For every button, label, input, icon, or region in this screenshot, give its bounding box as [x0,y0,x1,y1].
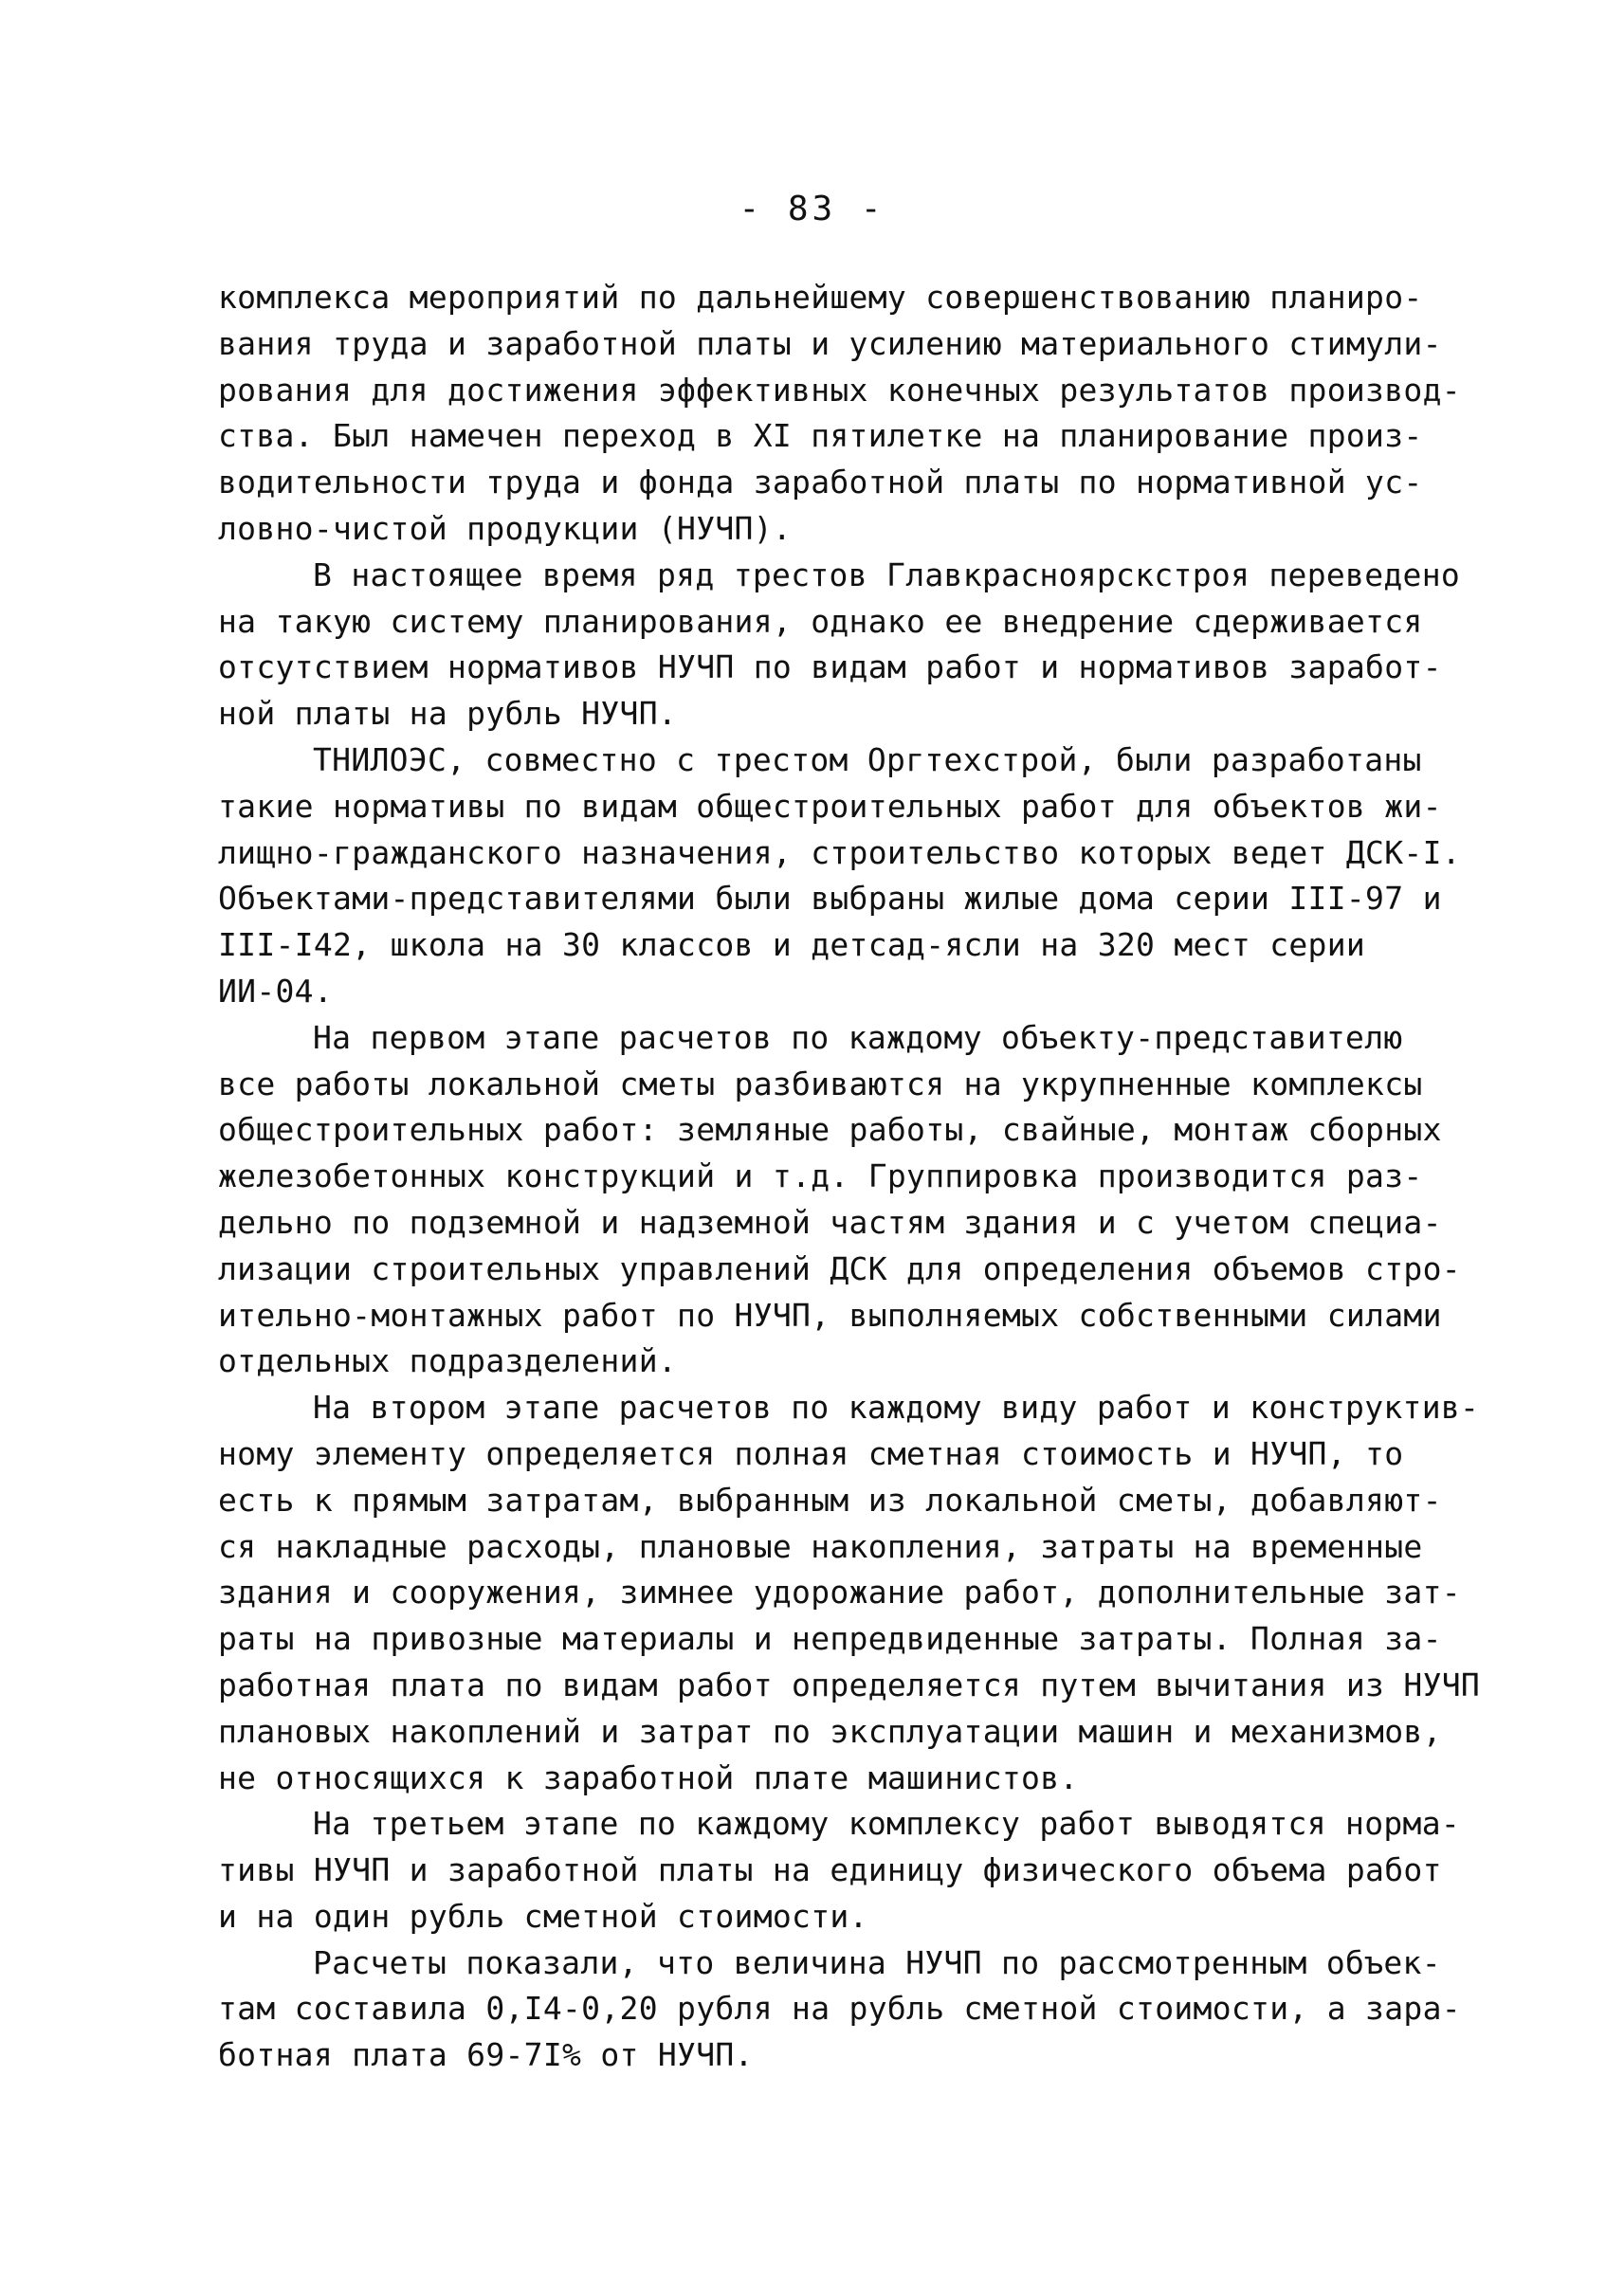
text-line: отдельных подразделений. [218,1342,678,1380]
text-line: ловно-чистой продукции (НУЧП). [218,509,793,547]
text-line: Объектами-представителями были выбраны жилые дома серии III-97 и [218,880,1442,918]
text-line: все работы локальной сметы разбиваются на укрупненные комплексы [218,1065,1423,1102]
text-line: есть к прямым затратам, выбранным из локальной сметы, добавляют- [218,1481,1442,1519]
paragraph-start-line: На втором этапе расчетов по каждому виду работ и конструктив- [313,1389,1480,1427]
text-line: на такую систему планирования, однако ее внедрение сдерживается [218,602,1423,640]
text-line: раты на привозные материалы и непредвиденные затраты. Полная за- [218,1620,1442,1658]
text-line: ному элементу определяется полная сметная стоимость и НУЧП, то [218,1434,1404,1472]
text-line: отсутствием нормативов НУЧП по видам работ и нормативов заработ- [218,648,1442,686]
text-line: там составила 0,I4-0,20 рубля на рубль сметной стоимости, а зара- [218,1990,1461,2028]
text-line: тивы НУЧП и заработной платы на единицу физического объема работ [218,1851,1442,1889]
text-line: плановых накоплений и затрат по эксплуатации машин и механизмов, [218,1712,1442,1750]
page-number: - 83 - [739,190,885,228]
text-line: III-I42, школа на 30 классов и детсад-ясли на 320 мест серии [218,926,1366,964]
text-line: комплекса мероприятий по дальнейшему совершенствованию планиро- [218,279,1423,316]
paragraph-start-line: В настоящее время ряд трестов Главкрасноярскстроя переведено [313,556,1461,593]
text-line: и на один рубль сметной стоимости. [218,1897,868,1935]
text-line: ботная плата 69-7I% от НУЧП. [218,2036,754,2074]
text-line: дельно по подземной и надземной частям здания и с учетом специа- [218,1203,1442,1241]
text-line: такие нормативы по видам общестроительных работ для объектов жи- [218,787,1442,825]
text-line: здания и сооружения, зимнее удорожание работ, дополнительные зат- [218,1574,1461,1612]
paragraph-start-line: На первом этапе расчетов по каждому объекту-представителю [313,1018,1403,1056]
text-line: лизации строительных управлений ДСК для определения объемов стро- [218,1249,1461,1287]
paragraph-start-line: ТНИЛОЭС, совместно с трестом Оргтехстрой, были разработаны [313,740,1422,778]
text-line: ства. Был намечен переход в XI пятилетке на планирование произ- [218,417,1423,455]
paragraph-start-line: Расчеты показали, что величина НУЧП по рассмотренным объек- [313,1943,1441,1981]
text-line: водительности труда и фонда заработной платы по нормативной ус- [218,464,1423,501]
text-line: рования для достижения эффективных конечных результатов производ- [218,371,1461,409]
text-line: ительно-монтажных работ по НУЧП, выполняемых собственными силами [218,1296,1442,1334]
text-line: общестроительных работ: земляные работы, свайные, монтаж сборных [218,1111,1442,1149]
text-line: железобетонных конструкций и т.д. Группировка производится раз- [218,1157,1423,1195]
text-line: ся накладные расходы, плановые накопления, затраты на временные [218,1527,1423,1565]
text-line: не относящихся к заработной плате машинистов. [218,1758,1079,1796]
text-line: вания труда и заработной платы и усилению материального стимули- [218,324,1442,362]
text-line: лищно-гражданского назначения, строительство которых ведет ДСК-I. [218,833,1461,871]
text-line: ной платы на рубль НУЧП. [218,695,678,733]
paragraph-start-line: На третьем этапе по каждому комплексу работ выводятся норма- [313,1805,1461,1843]
body-text [218,275,1481,2079]
text-line: ИИ-04. [218,972,334,1010]
text-line: работная плата по видам работ определяется путем вычитания из НУЧП [218,1666,1481,1703]
